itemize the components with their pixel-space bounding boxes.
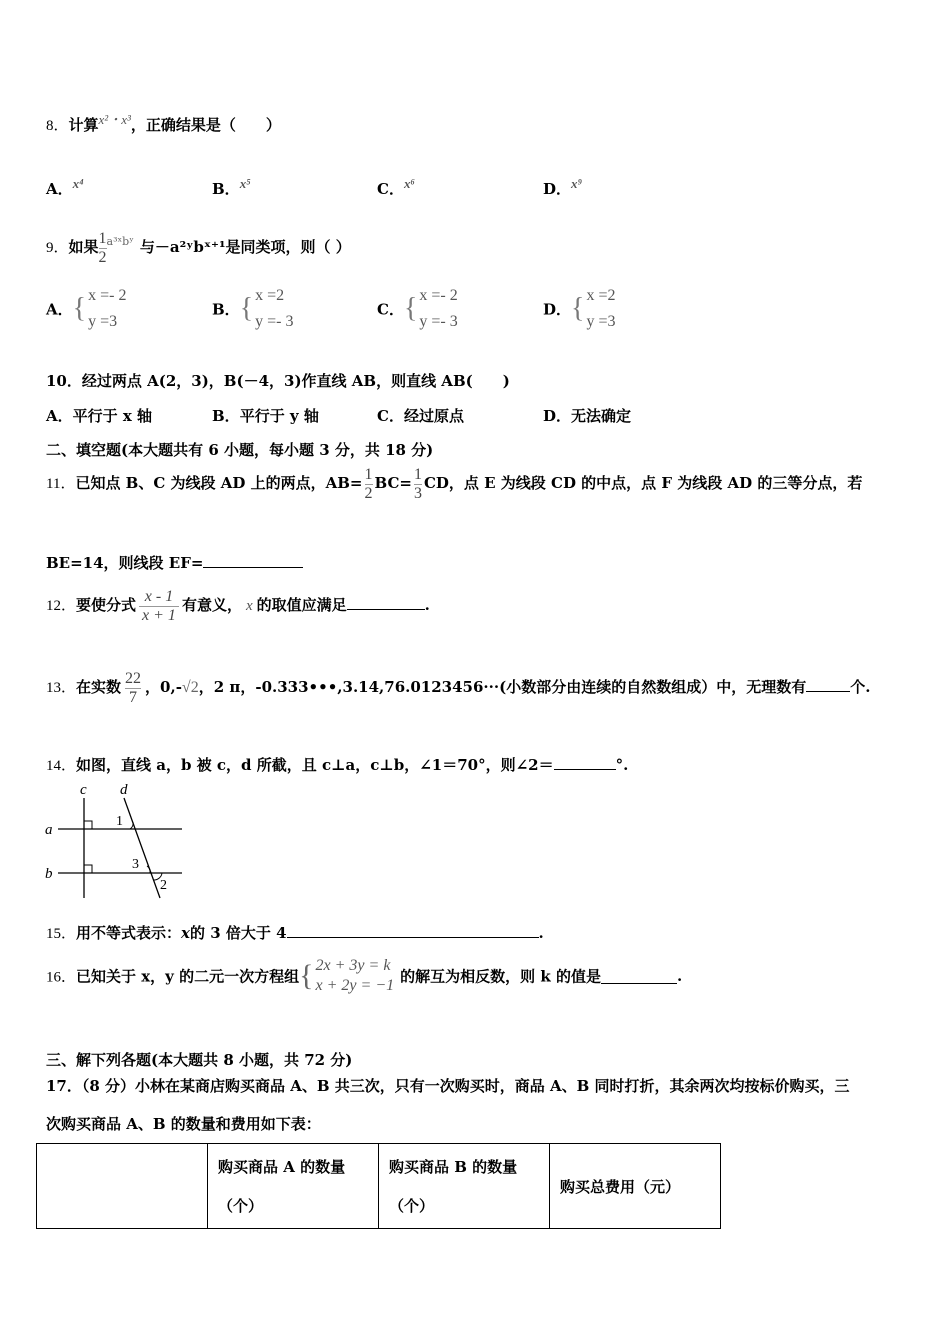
q10-option-c[interactable]: [377, 405, 464, 426]
q10-option-a[interactable]: [46, 405, 152, 426]
label-angle-2: 2: [160, 878, 167, 893]
q16-eq2: x + 2y = −1: [315, 977, 395, 994]
option-label: C．: [377, 407, 404, 425]
q11-text-b: BC=: [374, 474, 412, 493]
q17-table: [36, 1143, 721, 1229]
frac-den: x + 1: [139, 606, 179, 625]
q15-var: x: [181, 924, 190, 942]
q16-text-a: 已知关于 x，y 的二元一次方程组: [76, 967, 300, 986]
q10-stem: 10．经过两点 A(2，3)，B(－4，3)作直线 AB，则直线 AB( ): [46, 372, 510, 390]
q14-text: 如图，直线 a，b 被 c，d 所截，且 c⊥a，c⊥b，∠1＝70°，则∠2＝: [76, 756, 554, 774]
sys-line-1: x =2: [586, 287, 616, 304]
option-value: x⁵: [239, 176, 251, 191]
q15-stem: [46, 922, 544, 943]
q8-stem: [46, 114, 281, 135]
option-label: D．: [543, 180, 572, 198]
q9-option-b[interactable]: [212, 283, 294, 335]
q11-fraction-2: [414, 466, 422, 502]
option-system: { x =- 2 y =3: [73, 283, 127, 335]
q15-text-a: 用不等式表示：: [76, 924, 182, 942]
q13-sqrt: √2: [181, 679, 199, 697]
option-label: D．: [543, 407, 572, 425]
q15-end: .: [538, 924, 544, 942]
q8-option-b[interactable]: [212, 178, 251, 199]
q15-text-b: 的 3 倍大于 4: [189, 924, 287, 942]
q13-answer-blank[interactable]: [806, 677, 850, 692]
q13-text-c: ，2 π，-0.333•••,3.14,76.0123456···(小数部分由连续的自然数组成）中，无理数有: [198, 678, 807, 697]
option-system: { x =2 y =- 3: [240, 283, 294, 335]
frac-den: 2: [364, 484, 373, 502]
header-line-2: （个）: [389, 1197, 435, 1215]
option-value: x⁴: [72, 176, 84, 191]
q12-text-b: 有意义，: [181, 596, 242, 615]
q8-option-d[interactable]: [543, 178, 582, 199]
q12-text-c: 的取值应满足: [256, 596, 347, 615]
option-value: 经过原点: [403, 407, 464, 425]
q11-fraction-1: [365, 466, 373, 502]
q15-answer-blank[interactable]: [287, 923, 539, 938]
q14-figure: [40, 780, 190, 900]
q9-option-d[interactable]: [543, 283, 616, 335]
frac-num: x - 1: [144, 588, 174, 605]
right-angle-mark-a: [84, 821, 92, 829]
frac-num: 1: [98, 230, 107, 247]
q13-text-a: 在实数: [76, 678, 122, 697]
frac-num: 22: [125, 670, 142, 687]
header-line-1: 购买商品 A 的数量: [218, 1158, 346, 1176]
option-label: B．: [212, 407, 240, 425]
q16-answer-blank[interactable]: [601, 969, 677, 984]
label-angle-1: 1: [116, 814, 123, 829]
label-b: b: [45, 866, 53, 882]
q16-stem: [46, 956, 682, 996]
q8-option-a[interactable]: [46, 178, 84, 199]
q17-line2: 次购买商品 A、B 的数量和费用如下表：: [46, 1115, 321, 1133]
section-heading-solve: 三、解下列各题(本大题共 8 小题，共 72 分): [46, 1051, 353, 1069]
q11-line2-text: BE=14，则线段 EF=: [46, 554, 204, 572]
q15-number: 15．: [46, 926, 77, 942]
frac-den: 7: [125, 688, 141, 707]
q10-option-b[interactable]: [212, 405, 319, 426]
q9-text-b: 与－a²ʸbˣ⁺¹是同类项，则（ ）: [139, 238, 351, 257]
line-d: [124, 798, 160, 898]
q11-number: 11．: [46, 476, 76, 493]
header-line-1: 购买商品 B 的数量: [389, 1158, 518, 1176]
q14-number: 14．: [46, 758, 77, 774]
q14-stem: [46, 754, 628, 775]
option-system: { x =2 y =3: [571, 283, 615, 335]
frac-den: 3: [413, 484, 422, 502]
option-value: 无法确定: [571, 407, 632, 425]
sys-line-1: x =- 2: [419, 287, 458, 304]
table-header-a-qty: [208, 1144, 379, 1229]
frac-num: 1: [413, 466, 422, 483]
q16-number: 16．: [46, 969, 77, 986]
table-header-total-cost: 购买总费用（元）: [550, 1144, 721, 1229]
q12-fraction: [139, 588, 179, 624]
option-label: B．: [212, 180, 240, 198]
q11-answer-blank[interactable]: [203, 553, 303, 568]
q13-number: 13．: [46, 680, 77, 697]
frac-num: 1: [364, 466, 373, 483]
option-label: A．: [46, 180, 73, 198]
q12-answer-blank[interactable]: [347, 595, 425, 610]
q16-eq1: 2x + 3y = k: [315, 957, 391, 974]
option-label: B．: [212, 300, 240, 319]
q11-stem: [46, 466, 862, 502]
option-label: A．: [46, 407, 73, 425]
q8-expr: x²・x³: [98, 112, 131, 127]
option-value: x⁶: [403, 176, 415, 191]
q9-number: 9．: [46, 240, 69, 257]
frac-den: 2: [98, 248, 107, 266]
table-header-b-qty: [379, 1144, 550, 1229]
angle-3-arc: [147, 866, 150, 873]
label-a: a: [45, 822, 53, 838]
label-c: c: [80, 782, 87, 798]
sys-line-2: y =3: [88, 313, 118, 330]
option-system: { x =- 2 y =- 3: [404, 283, 458, 335]
q10-option-d[interactable]: [543, 405, 631, 426]
q9-option-a[interactable]: [46, 283, 126, 335]
q11-text-c: CD，点 E 为线段 CD 的中点，点 F 为线段 AD 的三等分点，若: [423, 474, 863, 493]
q9-fraction: [99, 230, 107, 266]
q13-fraction: [125, 670, 141, 706]
q12-end: .: [424, 596, 430, 615]
q16-text-b: 的解互为相反数，则 k 的值是: [400, 967, 601, 986]
q8-number: 8．: [46, 118, 69, 134]
sys-line-1: x =2: [255, 287, 285, 304]
option-value: x⁹: [571, 176, 583, 191]
option-label: C．: [377, 180, 404, 198]
sys-line-2: y =- 3: [419, 313, 458, 330]
q9-option-c[interactable]: [377, 283, 458, 335]
q16-system: { 2x + 3y = k x + 2y = −1: [299, 957, 395, 994]
right-angle-mark-b: [84, 865, 92, 873]
q17-line1: 17．（8 分）小林在某商店购买商品 A、B 共三次，只有一次购买时，商品 A、B 同时打折，其余两次均按标价购买，三: [46, 1077, 850, 1095]
sys-line-2: y =- 3: [255, 313, 294, 330]
q14-end: °.: [615, 756, 629, 774]
section-heading-fill-in: 二、填空题(本大题共有 6 小题，每小题 3 分，共 18 分): [46, 441, 434, 459]
option-value: 平行于 x 轴: [72, 407, 153, 425]
q12-text-a: 要使分式: [76, 596, 137, 615]
label-angle-3: 3: [132, 857, 139, 872]
q12-var: x: [245, 598, 253, 615]
q8-text-b: ，正确结果是（ ）: [130, 116, 281, 134]
option-label: A．: [46, 300, 73, 319]
q14-answer-blank[interactable]: [554, 755, 616, 770]
q9-term: a³ˣbʸ: [106, 235, 134, 249]
option-label: C．: [377, 300, 404, 319]
table-row: [37, 1144, 721, 1229]
angle-1-arc: [130, 822, 133, 829]
q9-text: 如果: [68, 238, 99, 257]
q8-option-c[interactable]: [377, 178, 415, 199]
q13-text-b: ，0,-: [145, 678, 182, 697]
header-line-2: （个）: [218, 1197, 264, 1215]
q12-stem: [46, 588, 430, 624]
q13-stem: [46, 670, 870, 706]
q11-text-a: 已知点 B、C 为线段 AD 上的两点，AB=: [75, 474, 363, 493]
sys-line-2: y =3: [586, 313, 616, 330]
q13-end: 个.: [850, 678, 871, 697]
q12-number: 12．: [46, 598, 77, 615]
label-d: d: [120, 782, 128, 798]
q11-line2: [46, 552, 303, 573]
option-label: D．: [543, 300, 572, 319]
table-cell-empty: [37, 1144, 208, 1229]
q8-text: 计算: [68, 116, 99, 134]
q16-end: .: [676, 967, 683, 985]
q9-stem: [46, 230, 351, 266]
option-value: 平行于 y 轴: [239, 407, 319, 425]
sys-line-1: x =- 2: [88, 287, 127, 304]
